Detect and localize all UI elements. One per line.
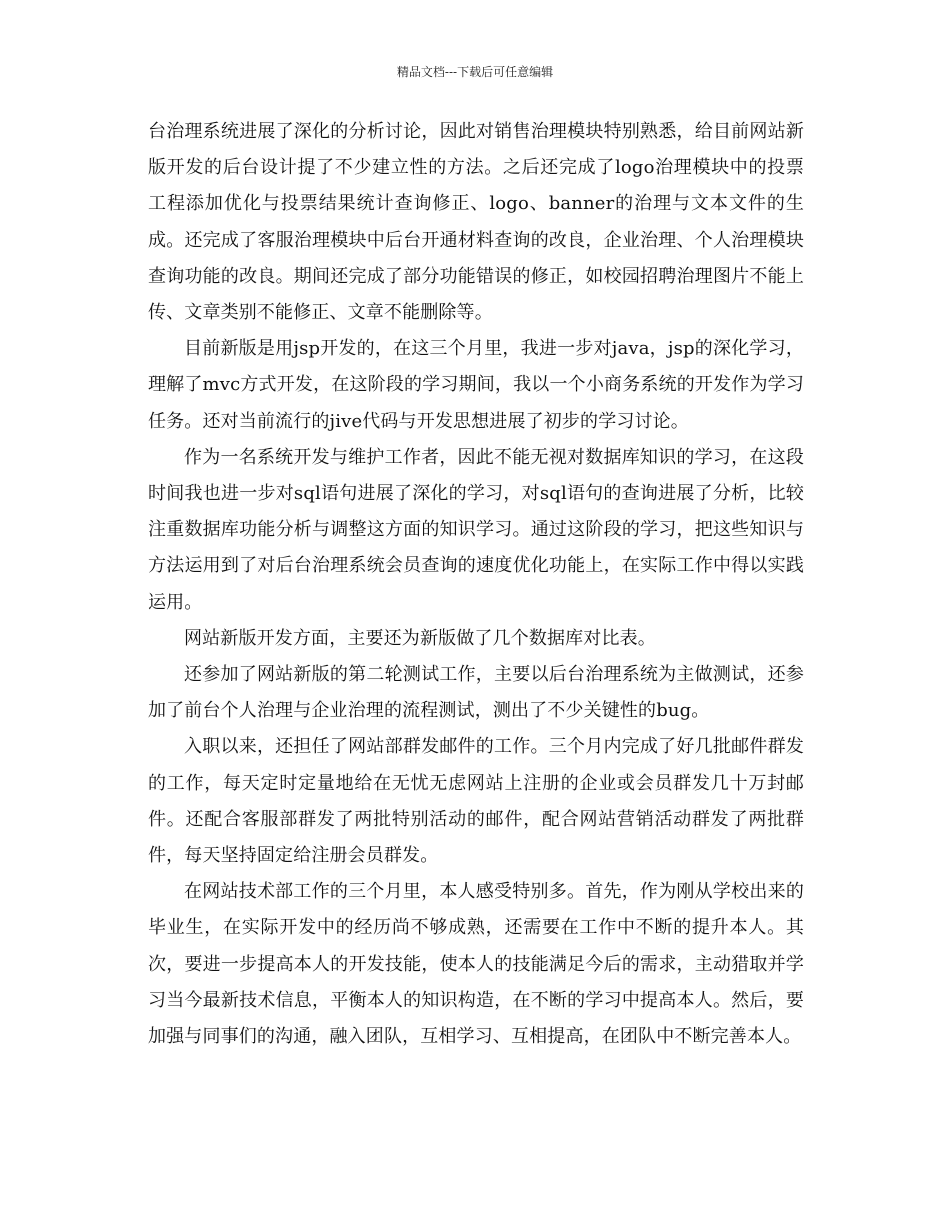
paragraph-7: 在网站技术部工作的三个月里，本人感受特别多。首先，作为刚从学校出来的毕业生，在实际开发中的经历尚不够成熟，还需要在工作中不断的提升本人。其次，要进一步提高本人的开发技能，使本人的技能满足今后的需求，主动猎取并学习当今最新技术信息，平衡本人的知识构造，在不断的学习中提高本人。然后，要加强与同事们的沟通，融入团队，互相学习、互相提高，在团队中不断完善本人。 — [148, 881, 804, 1048]
paragraph-6: 入职以来，还担任了网站部群发邮件的工作。三个月内完成了好几批邮件群发的工作，每天定时定量地给在无忧无虑网站上注册的企业或会员群发几十万封邮件。还配合客服部群发了两批特别活动的邮件，配合网站营销活动群发了两批群件，每天坚持固定给注册会员群发。 — [148, 736, 804, 867]
paragraph-1: 台治理系统进展了深化的分析讨论，因此对销售治理模块特别熟悉，给目前网站新版开发的后台设计提了不少建立性的方法。之后还完成了logo治理模块中的投票工程添加优化与投票结果统计查询修正、logo、banner的治理与文本文件的生成。还完成了客服治理模块中后台开通材料查询的改良，企业治理、个人治理模块查询功能的改良。期间还完成了部分功能错误的修正，如校园招聘治理图片不能上传、文章类别不能修正、文章不能删除等。 — [148, 121, 804, 324]
paragraph-2: 目前新版是用jsp开发的，在这三个月里，我进一步对java，jsp的深化学习，理解了mvc方式开发，在这阶段的学习期间，我以一个小商务系统的开发作为学习任务。还对当前流行的jive代码与开发思想进展了初步的学习讨论。 — [148, 338, 804, 432]
page-header: 精品文档---下载后可任意编辑 — [396, 65, 554, 79]
paragraph-4: 网站新版开发方面，主要还为新版做了几个数据库对比表。 — [184, 627, 656, 649]
paragraph-5: 还参加了网站新版的第二轮测试工作，主要以后台治理系统为主做测试，还参加了前台个人治理与企业治理的流程测试，测出了不少关键性的bug。 — [148, 664, 804, 722]
document-body — [148, 114, 804, 1055]
paragraph-3: 作为一名系统开发与维护工作者，因此不能无视对数据库知识的学习，在这段时间我也进一步对sql语句进展了深化的学习，对sql语句的查询进展了分析，比较注重数据库功能分析与调整这方面的知识学习。通过这阶段的学习，把这些知识与方法运用到了对后台治理系统会员查询的速度优化功能上，在实际工作中得以实践运用。 — [148, 446, 804, 613]
